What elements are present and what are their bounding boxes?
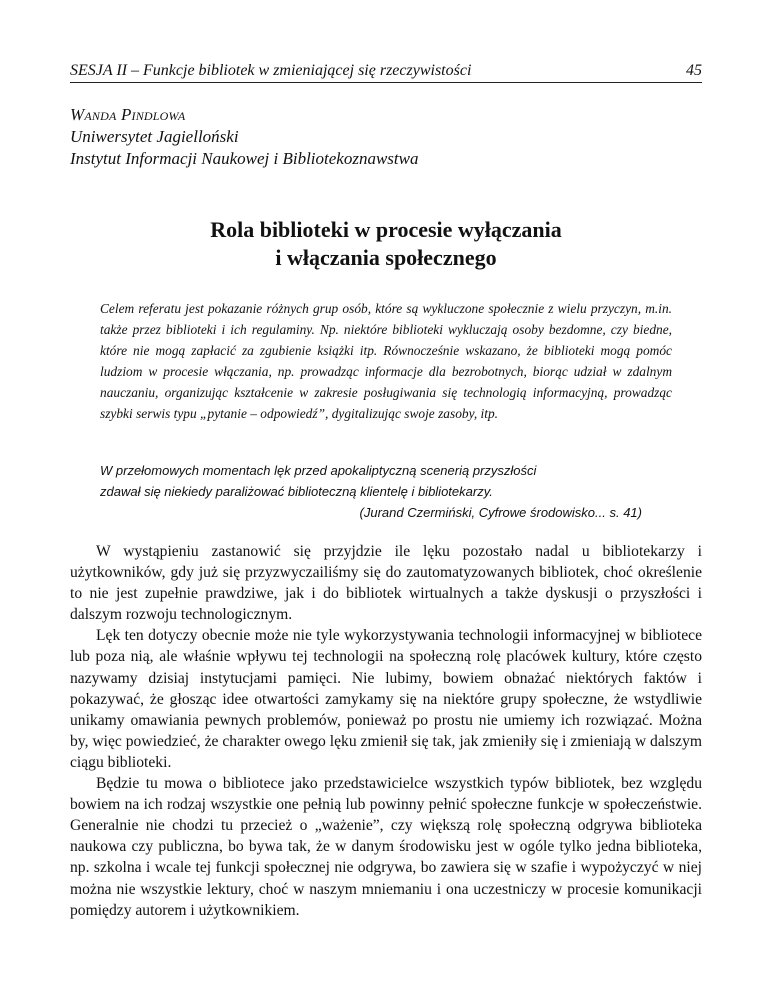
- author-name: Wanda Pindlowa: [70, 105, 186, 124]
- author-block: [70, 104, 702, 170]
- running-head: [70, 60, 702, 83]
- paragraph-3: Będzie tu mowa o bibliotece jako przedstawicielce wszystkich typów bibliotek, bez względu bowiem na ich rodzaj wszystkie one pełnią lub powinny pełnić społeczne funkcje w społeczeństwie. Generalnie nie chodzi tu przecież o „ważenie”, czy większą rolę społeczną odgrywa biblioteka naukowa czy publiczna, bo bywa tak, że w danym środowisku jest w ogóle tylko jedna biblioteka, np. szkolna i wcale tej funkcji społecznej nie odgrywa, bo zawiera się w szafie i wypożyczyć w niej można nie wszystkie lektury, choć w naszym mniemaniu i ona uczestniczy w procesie komunikacji pomiędzy autorem i użytkownikiem.: [70, 775, 702, 919]
- paragraph-1: W wystąpieniu zastanowić się przyjdzie ile lęku pozostało nadal u bibliotekarzy i użytkowników, gdy już się przyzwyczailiśmy się do zautomatyzowanych bibliotek, choć określenie to nie jest zupełnie prawdziwe, jak i do bibliotek wirtualnych a także dyskusji o przyszłości i dalszym rozwoju technologicznym.: [70, 543, 702, 624]
- body-text: [70, 541, 702, 921]
- author-institute: Instytut Informacji Naukowej i Bibliotekoznawstwa: [70, 149, 419, 168]
- epigraph-line-1: W przełomowych momentach lęk przed apokaliptyczną scenerią przyszłości: [100, 463, 537, 478]
- article-title-line-1: Rola biblioteki w procesie wyłączania: [210, 217, 562, 242]
- article-title: [70, 216, 702, 272]
- epigraph-source: (Jurand Czermiński, Cyfrowe środowisko... s. 41): [359, 505, 642, 520]
- page-number: 45: [686, 62, 702, 79]
- author-university: Uniwersytet Jagielloński: [70, 127, 239, 146]
- abstract: Celem referatu jest pokazanie różnych grup osób, które są wykluczone społecznie z wielu przyczyn, m.in. także przez biblioteki i ich regulaminy. Np. niektóre biblioteki wykluczają osoby bezdomne, czy biedne, które nie mogą zapłacić za zgubienie książki itp. Równocześnie wskazano, że biblioteki mogą pomóc ludziom w procesie włączania, np. prowadząc informacje dla bezrobotnych, biorąc udział w zdalnym nauczaniu, organizując kształcenie w zakresie posługiwania się technologią informacyjną, prowadząc szybki serwis typu „pytanie – odpowiedź”, dygitalizując swoje zasoby, itp.: [100, 301, 672, 421]
- epigraph-line-2: zdawał się niekiedy paraliżować biblioteczną klientelę i bibliotekarzy.: [100, 484, 493, 499]
- article-title-line-2: i włączania społecznego: [275, 245, 497, 270]
- epigraph: [100, 460, 672, 523]
- paragraph-2: Lęk ten dotyczy obecnie może nie tyle wykorzystywania technologii informacyjnej w bibliotece lub poza nią, ale właśnie wpływu tej technologii na społeczną rolę placówek kultury, które często nazywamy dzisiaj instytucjami pamięci. Nie lubimy, bowiem obnażać niektórych faktów i pokazywać, że głosząc idee otwartości zamykamy się na niektóre grupy społeczne, że wstydliwie unikamy omawiania pewnych problemów, ponieważ po prostu nie umiemy ich rozwiązać. Można by, więc powiedzieć, że charakter owego lęku zmienił się tak, jak zmieniły się i zmieniają w dalszym ciągu biblioteki.: [70, 627, 702, 771]
- running-head-title: SESJA II – Funkcje bibliotek w zmieniającej się rzeczywistości: [70, 62, 472, 79]
